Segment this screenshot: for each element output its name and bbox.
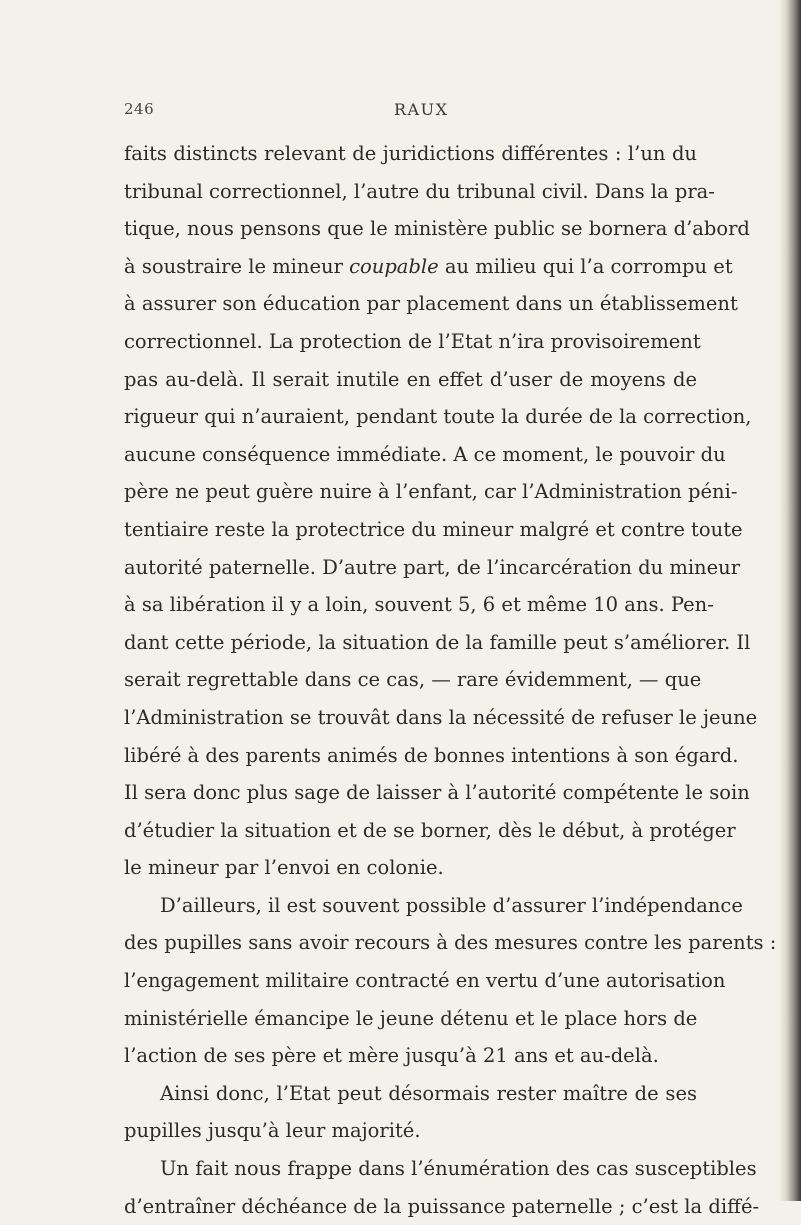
text-line: des pupilles sans avoir recours à des mesures contre les parents : bbox=[124, 931, 777, 955]
text-line: l’action de ses père et mère jusqu’à 21 ans et au-delà. bbox=[124, 1044, 659, 1068]
text-line: d’entraîner déchéance de la puissance paternelle ; c’est la diffé- bbox=[124, 1194, 760, 1218]
text-segment: au milieu qui l’a corrompu et bbox=[438, 254, 733, 278]
text-line: père ne peut guère nuire à l’enfant, car l’Administration péni- bbox=[124, 480, 738, 504]
text-line: dant cette période, la situation de la famille peut s’améliorer. Il bbox=[124, 630, 751, 654]
text-line: faits distincts relevant de juridictions différentes : l’un du bbox=[124, 142, 697, 165]
text-line: à assurer son éducation par placement dans un établissement bbox=[124, 292, 738, 316]
text-line: l’Administration se trouvât dans la nécessité de refuser le jeune bbox=[124, 705, 758, 729]
page-edge-shadow bbox=[779, 0, 801, 1201]
text-line: Un fait nous frappe dans l’énumération des cas susceptibles bbox=[160, 1157, 757, 1181]
text-line: correctionnel. La protection de l’Etat n’ira provisoirement bbox=[124, 329, 701, 353]
italic-word: coupable bbox=[349, 254, 439, 278]
text-line: D’ailleurs, il est souvent possible d’assurer l’indépendance bbox=[160, 893, 743, 917]
text-line: libéré à des parents animés de bonnes intentions à son égard. bbox=[124, 743, 739, 767]
text-line: Il sera donc plus sage de laisser à l’autorité compétente le soin bbox=[124, 781, 750, 805]
text-line: pupilles jusqu’à leur majorité. bbox=[124, 1119, 421, 1143]
text-segment: à soustraire le mineur bbox=[124, 254, 350, 278]
text-line: ministérielle émancipe le jeune détenu et le place hors de bbox=[124, 1006, 698, 1030]
text-line bbox=[124, 248, 733, 286]
text-line: autorité paternelle. D’autre part, de l’incarcération du mineur bbox=[124, 555, 741, 579]
body-text bbox=[124, 135, 777, 1225]
page-number: 246 bbox=[124, 100, 155, 118]
text-line: à sa libération il y a loin, souvent 5, 6 et même 10 ans. Pen- bbox=[124, 593, 714, 617]
text-line: serait regrettable dans ce cas, — rare évidemment, — que bbox=[124, 668, 702, 692]
text-line: aucune conséquence immédiate. A ce moment, le pouvoir du bbox=[124, 442, 726, 466]
running-head: RAUX bbox=[394, 100, 449, 119]
text-line: tribunal correctionnel, l’autre du tribunal civil. Dans la pra- bbox=[124, 179, 715, 203]
text-line: tentiaire reste la protectrice du mineur malgré et contre toute bbox=[124, 517, 743, 541]
page-header bbox=[124, 100, 704, 126]
text-line: rigueur qui n’auraient, pendant toute la durée de la correction, bbox=[124, 405, 752, 429]
text-line: l’engagement militaire contracté en vertu d’une autorisation bbox=[124, 969, 726, 993]
text-line: Ainsi donc, l’Etat peut désormais rester maître de ses bbox=[160, 1081, 697, 1105]
text-line: d’étudier la situation et de se borner, dès le début, à protéger bbox=[124, 818, 736, 842]
text-line: pas au-delà. Il serait inutile en effet d’user de moyens de bbox=[124, 367, 697, 391]
text-line: le mineur par l’envoi en colonie. bbox=[124, 856, 444, 880]
text-line: tique, nous pensons que le ministère public se bornera d’abord bbox=[124, 217, 750, 241]
